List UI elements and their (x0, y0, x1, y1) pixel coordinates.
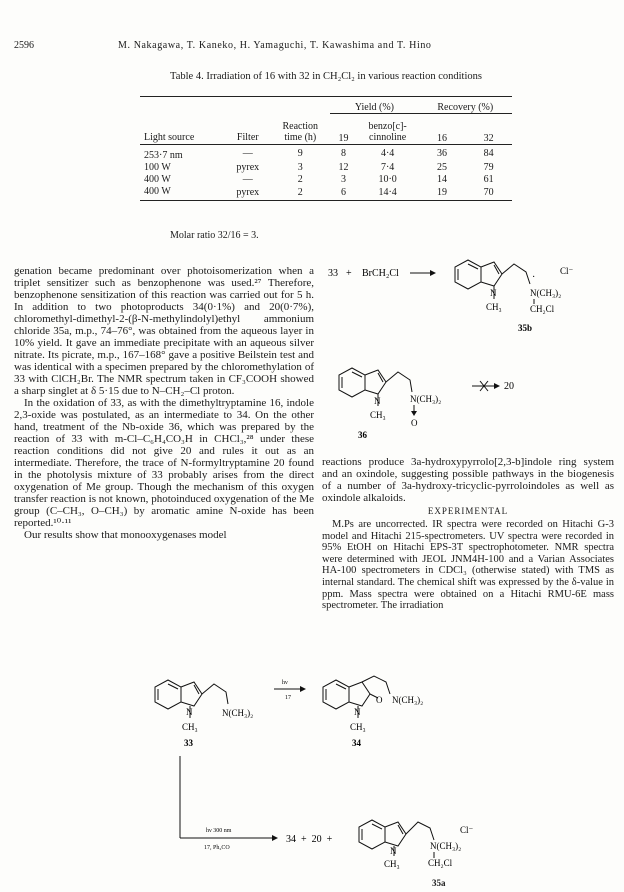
page-number: 2596 (14, 40, 34, 51)
counter-ion: Cl⁻ (560, 266, 574, 276)
indole-n: N (490, 288, 497, 298)
oxygen: O (411, 418, 418, 428)
amine-group: N(CH₃)₂ (222, 708, 254, 718)
paragraph: Our results show that monooxygenases model (24, 529, 227, 541)
plus-sign: + (346, 268, 352, 279)
table-note: Molar ratio 32/16 = 3. (170, 230, 259, 241)
col-header: Light source (140, 114, 225, 145)
results-table (140, 96, 512, 201)
arrow-label-top: hν (282, 680, 288, 686)
paragraph: reactions produce 3a-hydroxypyrrolo[2,3-b]indole ring system and an oxindole, suggesting possible pathways in the biogenesis of a number of 3a-hydroxy-tricyclic-pyrroloindoles as well as oxindole alkaloids. (322, 456, 614, 504)
compound-label-35a: 35a (432, 878, 446, 888)
table-row: 400 W — 2 3 10·0 14 61 (144, 173, 494, 185)
arrowhead (300, 686, 306, 692)
left-column (14, 265, 314, 541)
table-header-row (140, 114, 512, 145)
paragraph: M.Ps are uncorrected. IR spectra were recorded on Hitachi G-3 model and Hitachi 215-spectrometers. UV spectra were recorded in 95% EtOH on Hitachi EPS-3T spectrophotometer. NMR spectra were determined with JEOL JNM4H-100 and a Varian Associates HA-100 spectrometers in CDCl₃ (otherwise stated) with TMS as internal standard. The chemical shift was expressed by the δ-value in ppm. Mass spectra were obtained on a Hitachi RMU-6E mass spectrometer. The irradiation (322, 519, 614, 612)
arrowhead (430, 270, 436, 276)
reaction-scheme-35b (318, 252, 618, 344)
ammonium-group: N(CH₃)₂ (430, 841, 462, 851)
reagent-label: BrCH₂Cl (362, 268, 399, 279)
arrowhead (494, 383, 500, 389)
amine-group: N(CH₃)₂ (410, 394, 442, 404)
n-methyl: CH₃ (370, 410, 386, 420)
carbonyl-o: O (376, 695, 383, 705)
arrow-label-bottom: 17, Ph₂CO (204, 845, 230, 851)
dot: · (532, 272, 536, 283)
compound-label: 33 (184, 738, 193, 748)
section-heading: EXPERIMENTAL (427, 506, 509, 516)
paragraph: In the oxidation of 33, as with the dimethyltryptamine 16, indole 2,3-oxide was postulated, as an intermediate to 34. On the other hand, treatment of the Nb-oxide 36, which was prepared by the reaction of 33 with m-Cl–C₆H₄CO₃H in CHCl₃,²⁸ under these reaction conditions did not give 20 and rules it out as an intermediate. Therefore, the trace of N-formyltryptamine 20 found in the photolysis mixture of 33 probably arises from the direct oxygenation of Me group. Though the mechanism of this oxygen transfer reaction is not known, photoinduced oxygenation of the Me group (C–CH₃, O–CH₃) by aromatic amine N-oxide has been reported.¹⁰·¹¹ (14, 397, 314, 529)
product-list: 34 + 20 + (286, 834, 333, 845)
reactant-label: 33 (328, 268, 338, 279)
n-methyl: CH₃ (182, 722, 198, 732)
col-header: Reaction time (h) (270, 114, 330, 145)
table-row: 400 W pyrex 2 6 14·4 19 70 (140, 185, 512, 201)
col-header: 16 (419, 114, 466, 145)
reaction-scheme-photolysis (150, 756, 550, 876)
table-row: 253·7 nm — 9 8 4·4 36 84 (144, 147, 494, 161)
compound-label: 36 (358, 430, 367, 440)
n-oxide-arrowhead (411, 411, 417, 416)
reaction-scheme-33-to-34 (150, 670, 490, 752)
running-head: M. Nakagawa, T. Kaneko, H. Yamaguchi, T. Kawashima and T. Hino (118, 40, 432, 51)
group-header-yield: Yield (%) (330, 97, 418, 114)
col-header: Filter (225, 114, 270, 145)
col-header: 32 (465, 114, 512, 145)
indole-n: N (374, 396, 381, 406)
amine-group: N(CH₃)₂ (392, 695, 424, 705)
indole-n: N (390, 846, 397, 856)
n-methyl: CH₃ (350, 722, 366, 732)
arrow-label-top: hν 300 nm (206, 828, 232, 834)
compound-label: 35b (518, 323, 533, 333)
compound-36-structure (330, 358, 610, 444)
ammonium-group: N(CH₃)₂ (530, 288, 562, 298)
paragraph: genation became predominant over photoisomerization when a triplet sensitizer such as benzophenone was used.²⁷ Therefore, benzophenone sensitization of this reaction was carried out for 5 h. In addition to two photoproducts 34(0·1%) and 20(0·7%), chloromethyl-dimethyl-2-(β-N-methylindolyl)ethyl ammonium chloride 35a, m.p., 74–76°, was obtained from the aqueous layer in 10% yield. It gave an immediate precipitate with an aqueous silver nitrate. Its picrate, m.p., 167–168° gave a positive Beilstein test and was identical with a specimen prepared by the chloromethylation of 33 with ClCH₂Br. The NMR spectrum taken in CF₃COOH showed a sharp singlet at δ 5·15 due to N–CH₂–Cl proton. (14, 265, 314, 397)
arrow-label-bottom: 17 (285, 695, 291, 701)
indole-structure-35a (359, 820, 434, 858)
counter-ion: Cl⁻ (460, 825, 474, 835)
n-methyl: CH₃ (486, 302, 502, 312)
n-methyl: CH₃ (384, 859, 400, 869)
compound-label: 34 (352, 738, 361, 748)
table-caption: Table 4. Irradiation of 16 with 32 in CH₂Cl₂ in various reaction conditions (170, 71, 482, 82)
chloromethyl: CH₂Cl (530, 304, 555, 314)
group-header-recovery: Recovery (%) (419, 97, 512, 114)
arrow-product: 20 (504, 381, 514, 392)
table-row: 100 W pyrex 3 12 7·4 25 79 (144, 161, 494, 173)
arrowhead (272, 835, 278, 841)
chloromethyl: CH₂Cl (428, 858, 453, 868)
experimental-text (322, 519, 614, 612)
col-header: 19 (330, 114, 356, 145)
col-header: benzo[c]-cinnoline (357, 114, 419, 145)
indole-n: N (354, 707, 361, 717)
right-column (322, 456, 614, 504)
indole-n: N (186, 707, 193, 717)
